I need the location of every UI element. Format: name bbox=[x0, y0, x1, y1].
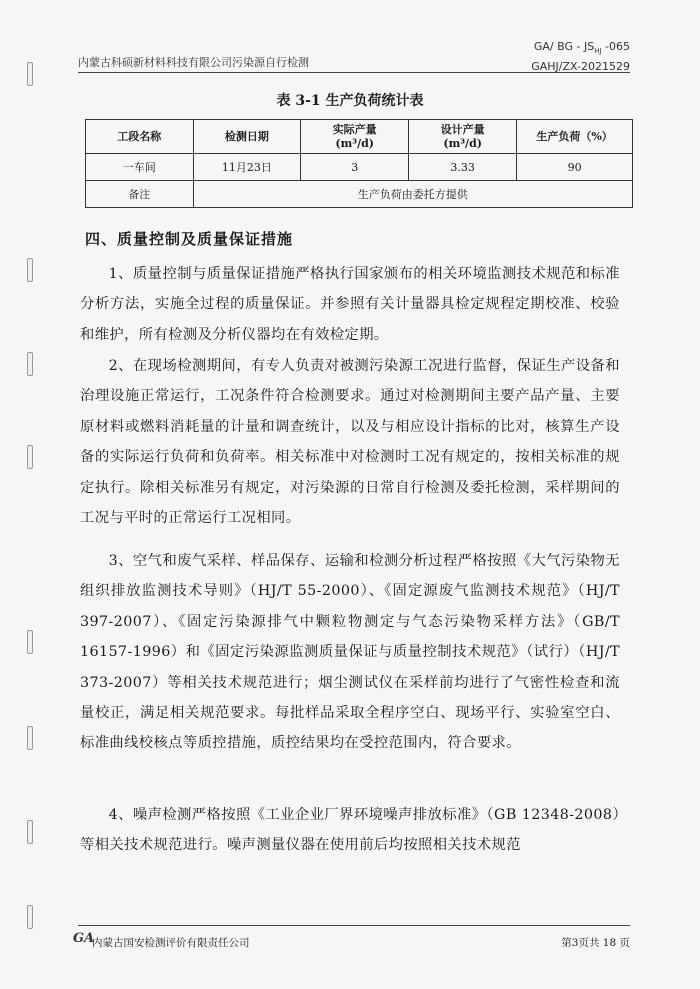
page-number: 第3页共 18 页 bbox=[561, 937, 630, 949]
doc-code-1: GA/ BG - $JS_{HJ}$ -065 bbox=[533, 40, 630, 56]
table-title: 表 3-1 生产负荷统计表 bbox=[276, 93, 424, 109]
section-title: 四、质量控制及质量保证措施 bbox=[85, 230, 294, 248]
table-row bbox=[86, 154, 633, 181]
cell-note-label: 备注 bbox=[86, 181, 194, 208]
cell-note-value: 生产负荷由委托方提供 bbox=[193, 181, 632, 208]
binding-hole bbox=[27, 905, 33, 929]
production-load-table bbox=[85, 119, 633, 208]
doc-code-2: GAHJ/ZX-2021529 bbox=[531, 60, 630, 74]
page-header bbox=[78, 30, 630, 76]
cell-section: 一车间 bbox=[86, 154, 194, 181]
binding-hole bbox=[27, 726, 33, 750]
cell-design: 3.33 bbox=[409, 154, 517, 181]
page-footer bbox=[73, 925, 630, 955]
col-section-name: 工段名称 bbox=[86, 120, 194, 154]
binding-hole bbox=[27, 258, 33, 282]
col-actual-output: 实际产量 (m³/d) bbox=[301, 120, 409, 154]
binding-hole bbox=[27, 62, 33, 86]
col-date: 检测日期 bbox=[193, 120, 301, 154]
paragraph: 1、质量控制与质量保证措施严格执行国家颁布的相关环境监测技术规范和标准分析方法，实施全过程的质量保证。并参照有关计量器具检定规程定期校准、校验和维护，所有检测及分析仪器均在有效检定期。 bbox=[80, 266, 620, 343]
paragraph: 3、空气和废气采样、样品保存、运输和检测分析过程严格按照《大气污染物无组织排放监测技术导则》（HJ/T 55-2000）、《固定源废气监测技术规范》（HJ/T 397-2007）、《固定污染源排气中颗粒物测定与气态污染物采样方法》（GB/T 16157-1996）和《固定污染源监测质量保证与质量控制技术规范》（试行）（HJ/T 373-2007）等相关技术规范进行；烟尘测试仪在采样前均进行了气密性检查和流量校正，满足相关规范要求。每批样品采取全程序空白、现场平行、实验室空白、标准曲线校核点等质控措施，质控结果均在受控范围内，符合要求。 bbox=[80, 553, 620, 752]
table-note-row bbox=[86, 181, 633, 208]
footer-rule bbox=[78, 925, 630, 926]
paragraph: 4、噪声检测严格按照《工业企业厂界环境噪声排放标准》（GB 12348-2008）等相关技术规范进行。噪声测量仪器在使用前后均按照相关技术规范 bbox=[80, 807, 620, 854]
table-header-row bbox=[86, 120, 633, 154]
binding-hole bbox=[27, 352, 33, 376]
company-logo-icon: GA bbox=[73, 931, 95, 946]
footer-company: 内蒙古国安检测评价有限责任公司 bbox=[92, 937, 250, 949]
cell-date: 11月23日 bbox=[193, 154, 301, 181]
header-rule bbox=[78, 72, 630, 73]
header-doc-codes bbox=[531, 39, 630, 74]
binding-edge bbox=[0, 0, 60, 989]
binding-hole bbox=[27, 445, 33, 469]
paragraph: 2、在现场检测期间，有专人负责对被测污染源工况进行监督，保证生产设备和治理设施正常运行，工况条件符合检测要求。通过对检测期间主要产品产量、主要原材料或燃料消耗量的计量和调查统计，以及与相应设计指标的比对，核算生产设备的实际运行负荷和负荷率。相关标准中对检测时工况有规定的，按相关标准的规定执行。除相关标准另有规定，对污染源的日常自行检测及委托检测，采样期间的工况与平时的正常运行工况相同。 bbox=[80, 358, 620, 527]
binding-hole bbox=[27, 630, 33, 654]
binding-hole bbox=[27, 820, 33, 844]
col-load: 生产负荷（%） bbox=[517, 120, 633, 154]
header-company: 内蒙古科硕新材料科技有限公司污染源自行检测 bbox=[78, 56, 309, 69]
cell-load: 90 bbox=[517, 154, 633, 181]
cell-actual: 3 bbox=[301, 154, 409, 181]
col-design-output: 设计产量 (m³/d) bbox=[409, 120, 517, 154]
